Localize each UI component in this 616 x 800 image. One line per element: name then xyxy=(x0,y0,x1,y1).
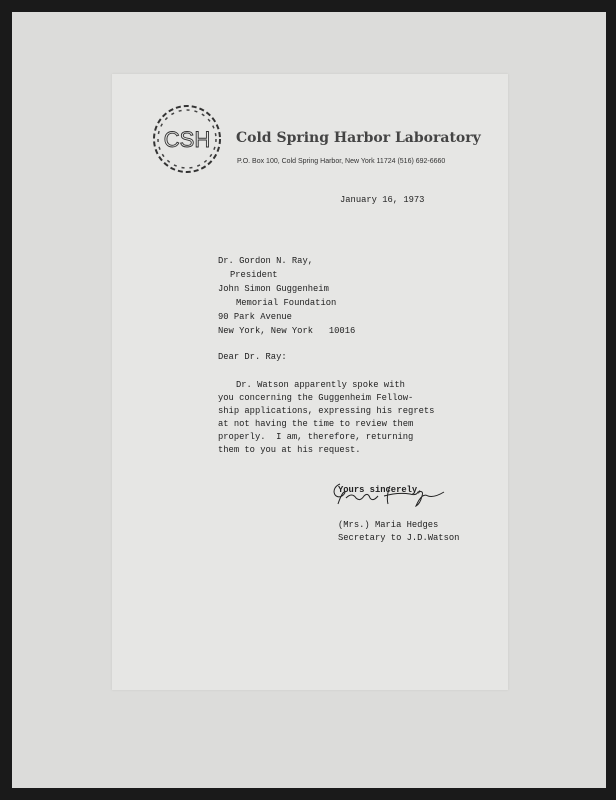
recipient-line: New York, New York 10016 xyxy=(218,326,356,336)
signer-title: Secretary to J.D.Watson xyxy=(338,533,460,543)
organization-name: Cold Spring Harbor Laboratory xyxy=(236,130,481,146)
handwritten-signature xyxy=(320,476,460,516)
body-line: them to you at his request. xyxy=(218,445,361,455)
closing: Yours sincerely, xyxy=(338,485,423,495)
svg-text:CSH: CSH xyxy=(163,127,211,152)
recipient-line: Dr. Gordon N. Ray, xyxy=(218,256,314,266)
letter-date: January 16, 1973 xyxy=(340,195,425,205)
recipient-line: 90 Park Avenue xyxy=(218,312,292,322)
body-line: Dr. Watson apparently spoke with xyxy=(236,380,405,390)
body-line: you concerning the Guggenheim Fellow- xyxy=(218,393,414,403)
body-line: at not having the time to review them xyxy=(218,419,414,429)
body-line: properly. I am, therefore, returning xyxy=(218,432,414,442)
recipient-line: Memorial Foundation xyxy=(236,298,337,308)
csh-logo xyxy=(148,100,226,178)
signer-name: (Mrs.) Maria Hedges xyxy=(338,520,439,530)
salutation: Dear Dr. Ray: xyxy=(218,352,287,362)
body-line: ship applications, expressing his regrets xyxy=(218,406,435,416)
recipient-line: President xyxy=(230,270,278,280)
recipient-line: John Simon Guggenheim xyxy=(218,284,329,294)
organization-address: P.O. Box 100, Cold Spring Harbor, New York 11724 (516) 692-6660 xyxy=(237,158,446,165)
